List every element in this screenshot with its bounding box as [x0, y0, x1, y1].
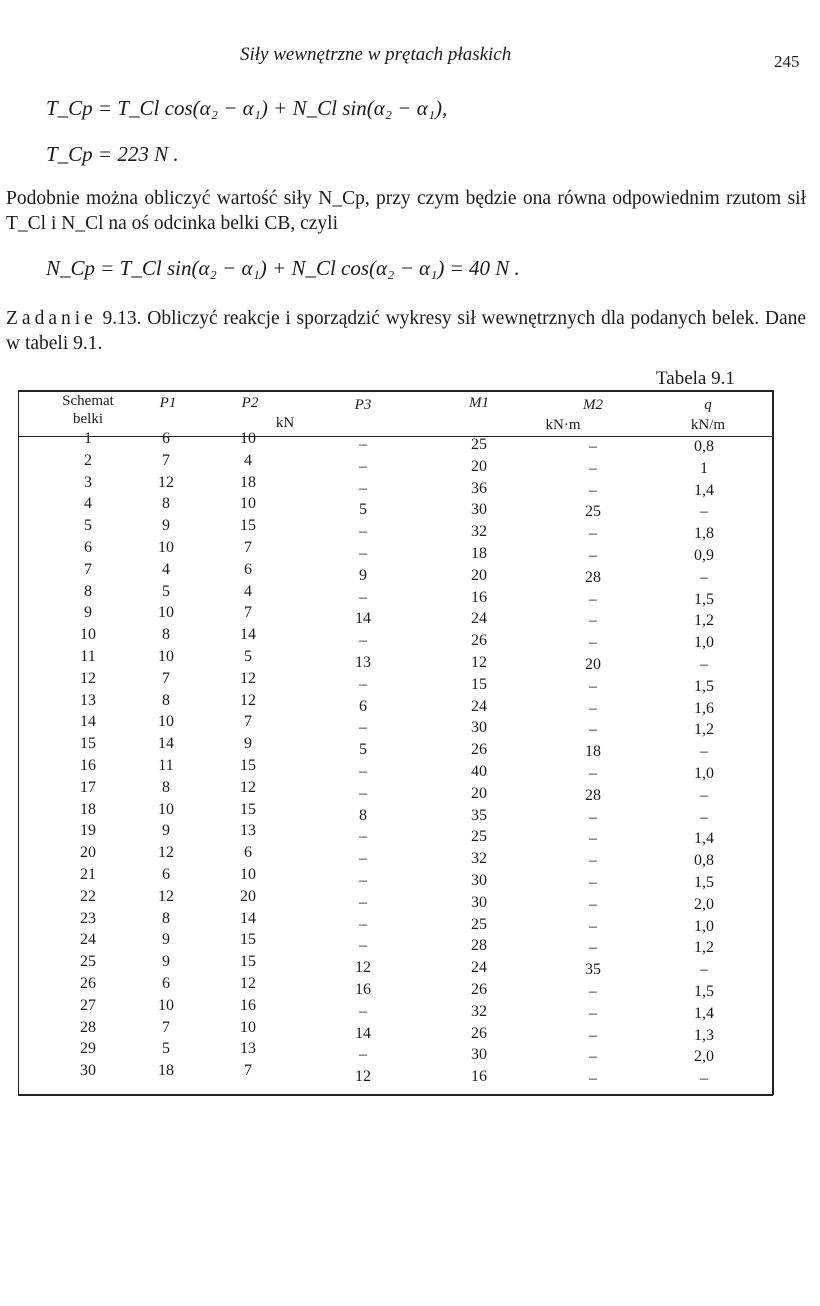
cell-q-row-16: 1,0	[694, 765, 714, 782]
cell-p2-row-25: 15	[240, 953, 256, 971]
cell-schemat-row-3: 3	[84, 473, 92, 491]
cell-p3-row-23: –	[359, 915, 367, 933]
cell-p2-row-7: 6	[244, 560, 252, 578]
header-schemat: Schemat	[62, 393, 114, 409]
cell-p1-row-15: 14	[158, 735, 174, 753]
cell-m2-row-30: –	[589, 1070, 597, 1088]
cell-m2-row-18: –	[589, 808, 597, 826]
cell-q-row-5: 1,8	[694, 525, 714, 543]
cell-p2-row-6: 7	[244, 539, 252, 556]
table-title: Tabela 9.1	[656, 368, 735, 389]
cell-m1-row-17: 20	[471, 784, 487, 802]
cell-p2-row-17: 12	[240, 778, 256, 796]
cell-p2-row-22: 20	[240, 887, 256, 905]
equation-ncp: N_Cp = T_Cl sin(α₂ − α₁) + N_Cl cos(α₂ − α₁) = 40 N .	[46, 256, 520, 280]
header-p2: P2	[241, 395, 259, 411]
cell-q-row-18: –	[700, 808, 708, 826]
cell-p2-row-1: 10	[240, 430, 256, 447]
cell-m2-row-23: –	[589, 917, 597, 935]
cell-m1-row-8: 16	[471, 588, 487, 606]
cell-q-row-12: 1,5	[694, 677, 714, 695]
cell-schemat-row-30: 30	[80, 1062, 96, 1080]
cell-p3-row-28: 14	[355, 1024, 371, 1042]
cell-p2-row-10: 14	[240, 626, 256, 644]
cell-p1-row-3: 12	[158, 473, 174, 491]
header-m2: M2	[583, 397, 603, 413]
header-p1: P1	[159, 395, 177, 411]
cell-schemat-row-12: 12	[80, 669, 96, 687]
cell-schemat-row-16: 16	[80, 757, 96, 774]
cell-p1-row-14: 10	[158, 713, 174, 731]
cell-p1-row-6: 10	[158, 539, 174, 556]
cell-m2-row-10: –	[589, 634, 597, 652]
table-header-rule	[18, 436, 773, 437]
equation-tcp-formula: T_Cp = T_Cl cos(α₂ − α₁) + N_Cl sin(α₂ − α₁),	[46, 96, 448, 120]
cell-p3-row-3: –	[359, 479, 367, 497]
cell-p2-row-18: 15	[240, 800, 256, 818]
cell-m1-row-15: 26	[471, 741, 487, 759]
cell-p1-row-28: 7	[162, 1018, 170, 1036]
cell-p2-row-27: 16	[240, 996, 256, 1014]
cell-p2-row-23: 14	[240, 909, 256, 927]
cell-p2-row-12: 12	[240, 669, 256, 687]
cell-p1-row-18: 10	[158, 800, 174, 818]
cell-m2-row-25: 35	[585, 961, 601, 979]
cell-p3-row-6: –	[359, 545, 367, 562]
cell-p3-row-1: –	[359, 436, 367, 453]
cell-p2-row-19: 13	[240, 822, 256, 840]
cell-schemat-row-13: 13	[80, 691, 96, 709]
cell-p3-row-15: 5	[359, 741, 367, 759]
cell-m2-row-16: –	[589, 765, 597, 782]
cell-p1-row-2: 7	[162, 451, 170, 469]
table-right-rule	[772, 390, 774, 1095]
cell-p1-row-13: 8	[162, 691, 170, 709]
cell-m2-row-26: –	[589, 983, 597, 1000]
cell-m2-row-22: –	[589, 895, 597, 913]
cell-p2-row-4: 10	[240, 495, 256, 513]
cell-m1-row-5: 32	[471, 523, 487, 541]
cell-m1-row-20: 32	[471, 850, 487, 868]
cell-q-row-11: –	[700, 656, 708, 673]
cell-m1-row-7: 20	[471, 566, 487, 584]
cell-m2-row-21: –	[589, 874, 597, 891]
cell-p3-row-2: –	[359, 457, 367, 475]
cell-p2-row-15: 9	[244, 735, 252, 753]
header-q: q	[704, 397, 712, 413]
cell-m2-row-11: 20	[585, 656, 601, 673]
cell-m2-row-5: –	[589, 525, 597, 543]
cell-schemat-row-14: 14	[80, 713, 96, 731]
cell-p1-row-12: 7	[162, 669, 170, 687]
cell-p1-row-1: 6	[162, 430, 170, 447]
cell-p1-row-23: 8	[162, 909, 170, 927]
cell-m1-row-14: 30	[471, 719, 487, 737]
cell-schemat-row-20: 20	[80, 844, 96, 862]
cell-q-row-28: 1,3	[694, 1026, 714, 1044]
cell-schemat-row-17: 17	[80, 778, 96, 796]
cell-p3-row-7: 9	[359, 566, 367, 584]
cell-m2-row-7: 28	[585, 568, 601, 586]
data-table	[18, 390, 773, 1095]
header-unit-kn: kN	[275, 415, 295, 431]
cell-schemat-row-10: 10	[80, 626, 96, 644]
cell-q-row-25: –	[700, 961, 708, 979]
cell-q-row-6: 0,9	[694, 547, 714, 564]
cell-p1-row-27: 10	[158, 996, 174, 1014]
cell-m2-row-28: –	[589, 1026, 597, 1044]
equation-tcp-value: T_Cp = 223 N .	[46, 142, 179, 166]
table-bottom-rule	[18, 1094, 773, 1096]
cell-p2-row-3: 18	[240, 473, 256, 491]
cell-p2-row-20: 6	[244, 844, 252, 862]
cell-schemat-row-7: 7	[84, 560, 92, 578]
cell-p3-row-24: –	[359, 937, 367, 955]
cell-p1-row-21: 6	[162, 866, 170, 883]
cell-p2-row-14: 7	[244, 713, 252, 731]
cell-schemat-row-11: 11	[80, 648, 96, 665]
cell-schemat-row-2: 2	[84, 451, 92, 469]
cell-q-row-29: 2,0	[694, 1048, 714, 1066]
cell-m2-row-8: –	[589, 590, 597, 608]
page-number: 245	[774, 52, 800, 71]
cell-q-row-10: 1,0	[694, 634, 714, 652]
cell-p1-row-10: 8	[162, 626, 170, 644]
cell-p3-row-30: 12	[355, 1068, 371, 1086]
cell-m2-row-17: 28	[585, 786, 601, 804]
cell-schemat-row-21: 21	[80, 866, 96, 883]
paragraph-zadanie	[6, 306, 806, 356]
cell-q-row-13: 1,6	[694, 699, 714, 717]
cell-m2-row-4: 25	[585, 503, 601, 521]
cell-p1-row-22: 12	[158, 887, 174, 905]
cell-m1-row-30: 16	[471, 1068, 487, 1086]
cell-p3-row-18: 8	[359, 806, 367, 824]
cell-m2-row-9: –	[589, 612, 597, 630]
cell-p2-row-21: 10	[240, 866, 256, 883]
cell-schemat-row-24: 24	[80, 931, 96, 949]
cell-m1-row-26: 26	[471, 981, 487, 998]
cell-p3-row-9: 14	[355, 610, 371, 628]
cell-p3-row-17: –	[359, 784, 367, 802]
cell-p1-row-11: 10	[158, 648, 174, 665]
cell-m2-row-1: –	[589, 438, 597, 455]
header-p3: P3	[354, 397, 372, 413]
cell-m2-row-13: –	[589, 699, 597, 717]
cell-q-row-15: –	[700, 743, 708, 761]
cell-m2-row-2: –	[589, 459, 597, 477]
cell-p2-row-30: 7	[244, 1062, 252, 1080]
cell-p1-row-8: 5	[162, 582, 170, 600]
cell-p3-row-13: 6	[359, 697, 367, 715]
cell-q-row-8: 1,5	[694, 590, 714, 608]
cell-m1-row-3: 36	[471, 479, 487, 497]
cell-p2-row-26: 12	[240, 975, 256, 992]
cell-q-row-4: –	[700, 503, 708, 521]
cell-m1-row-24: 28	[471, 937, 487, 955]
cell-m1-row-18: 35	[471, 806, 487, 824]
cell-p1-row-30: 18	[158, 1062, 174, 1080]
cell-q-row-7: –	[700, 568, 708, 586]
table-top-rule	[18, 390, 773, 392]
cell-m1-row-21: 30	[471, 872, 487, 889]
cell-p2-row-28: 10	[240, 1018, 256, 1036]
cell-p1-row-24: 9	[162, 931, 170, 949]
cell-q-row-22: 2,0	[694, 895, 714, 913]
cell-schemat-row-9: 9	[84, 604, 92, 622]
cell-m1-row-25: 24	[471, 959, 487, 977]
cell-m1-row-10: 26	[471, 632, 487, 650]
cell-p3-row-26: 16	[355, 981, 371, 998]
cell-p3-row-29: –	[359, 1046, 367, 1064]
cell-p2-row-29: 13	[240, 1040, 256, 1058]
cell-p1-row-7: 4	[162, 560, 170, 578]
cell-m1-row-22: 30	[471, 893, 487, 911]
cell-m1-row-1: 25	[471, 436, 487, 453]
cell-q-row-19: 1,4	[694, 830, 714, 848]
cell-m1-row-19: 25	[471, 828, 487, 846]
cell-m2-row-24: –	[589, 939, 597, 957]
cell-q-row-23: 1,0	[694, 917, 714, 935]
cell-m2-row-12: –	[589, 677, 597, 695]
cell-m2-row-15: 18	[585, 743, 601, 761]
cell-p3-row-11: 13	[355, 654, 371, 671]
cell-schemat-row-23: 23	[80, 909, 96, 927]
cell-q-row-21: 1,5	[694, 874, 714, 891]
paragraph-ncp-intro: Podobnie można obliczyć wartość siły N_Cp, przy czym będzie ona równa odpowiednim rzutom sił T_Cl i N_Cl na oś odcinka belki CB, czyli	[6, 188, 806, 234]
cell-p3-row-14: –	[359, 719, 367, 737]
cell-q-row-24: 1,2	[694, 939, 714, 957]
cell-q-row-27: 1,4	[694, 1004, 714, 1022]
header-unit-knm: kN·m	[545, 417, 581, 433]
cell-m2-row-29: –	[589, 1048, 597, 1066]
cell-q-row-9: 1,2	[694, 612, 714, 630]
cell-m1-row-27: 32	[471, 1002, 487, 1020]
cell-q-row-26: 1,5	[694, 983, 714, 1000]
header-belki: belki	[73, 411, 103, 427]
cell-p2-row-16: 15	[240, 757, 256, 774]
cell-p1-row-26: 6	[162, 975, 170, 992]
cell-schemat-row-28: 28	[80, 1018, 96, 1036]
cell-m2-row-20: –	[589, 852, 597, 870]
cell-p1-row-25: 9	[162, 953, 170, 971]
header-unit-q: kN/m	[690, 417, 726, 433]
cell-m2-row-14: –	[589, 721, 597, 739]
cell-q-row-2: 1	[700, 459, 708, 477]
cell-p3-row-20: –	[359, 850, 367, 868]
cell-p3-row-27: –	[359, 1002, 367, 1020]
cell-m1-row-28: 26	[471, 1024, 487, 1042]
cell-p3-row-12: –	[359, 675, 367, 693]
cell-schemat-row-8: 8	[84, 582, 92, 600]
cell-m1-row-9: 24	[471, 610, 487, 628]
cell-schemat-row-22: 22	[80, 887, 96, 905]
cell-p1-row-20: 12	[158, 844, 174, 862]
cell-schemat-row-25: 25	[80, 953, 96, 971]
cell-schemat-row-26: 26	[80, 975, 96, 992]
cell-p3-row-21: –	[359, 872, 367, 889]
cell-schemat-row-15: 15	[80, 735, 96, 753]
cell-m1-row-16: 40	[471, 763, 487, 780]
cell-p3-row-19: –	[359, 828, 367, 846]
cell-schemat-row-4: 4	[84, 495, 92, 513]
cell-schemat-row-18: 18	[80, 800, 96, 818]
cell-p3-row-8: –	[359, 588, 367, 606]
cell-schemat-row-27: 27	[80, 996, 96, 1014]
cell-m1-row-29: 30	[471, 1046, 487, 1064]
cell-q-row-1: 0,8	[694, 438, 714, 455]
cell-m1-row-2: 20	[471, 457, 487, 475]
cell-p3-row-25: 12	[355, 959, 371, 977]
table-left-rule	[18, 390, 19, 1095]
header-m1: M1	[469, 395, 489, 411]
cell-q-row-3: 1,4	[694, 481, 714, 499]
cell-p1-row-17: 8	[162, 778, 170, 796]
cell-q-row-14: 1,2	[694, 721, 714, 739]
zadanie-text: 9.13. Obliczyć reakcje i sporządzić wykresy sił wewnętrznych dla podanych belek. Dane w tabeli 9.1.	[6, 308, 807, 354]
cell-schemat-row-5: 5	[84, 517, 92, 535]
cell-p2-row-5: 15	[240, 517, 256, 535]
cell-m2-row-19: –	[589, 830, 597, 848]
cell-m1-row-12: 15	[471, 675, 487, 693]
cell-q-row-30: –	[700, 1070, 708, 1088]
cell-p3-row-22: –	[359, 893, 367, 911]
cell-p3-row-4: 5	[359, 501, 367, 519]
cell-p3-row-5: –	[359, 523, 367, 541]
cell-p1-row-19: 9	[162, 822, 170, 840]
cell-schemat-row-1: 1	[84, 430, 92, 447]
zadanie-label: Zadanie	[6, 308, 97, 329]
cell-p2-row-9: 7	[244, 604, 252, 622]
cell-p2-row-13: 12	[240, 691, 256, 709]
cell-m1-row-6: 18	[471, 545, 487, 562]
cell-m1-row-4: 30	[471, 501, 487, 519]
cell-p3-row-10: –	[359, 632, 367, 650]
cell-m2-row-6: –	[589, 547, 597, 564]
cell-schemat-row-29: 29	[80, 1040, 96, 1058]
cell-p2-row-11: 5	[244, 648, 252, 665]
cell-p1-row-5: 9	[162, 517, 170, 535]
page-header-title: Siły wewnętrzne w prętach płaskich	[240, 44, 512, 65]
cell-p2-row-2: 4	[244, 451, 252, 469]
cell-q-row-20: 0,8	[694, 852, 714, 870]
cell-m2-row-27: –	[589, 1004, 597, 1022]
cell-q-row-17: –	[700, 786, 708, 804]
cell-p2-row-8: 4	[244, 582, 252, 600]
cell-m2-row-3: –	[589, 481, 597, 499]
cell-m1-row-13: 24	[471, 697, 487, 715]
cell-schemat-row-19: 19	[80, 822, 96, 840]
cell-p1-row-16: 11	[158, 757, 174, 774]
cell-p1-row-4: 8	[162, 495, 170, 513]
cell-m1-row-11: 12	[471, 654, 487, 671]
cell-p3-row-16: –	[359, 763, 367, 780]
cell-m1-row-23: 25	[471, 915, 487, 933]
cell-p1-row-29: 5	[162, 1040, 170, 1058]
cell-p2-row-24: 15	[240, 931, 256, 949]
cell-p1-row-9: 10	[158, 604, 174, 622]
cell-schemat-row-6: 6	[84, 539, 92, 556]
